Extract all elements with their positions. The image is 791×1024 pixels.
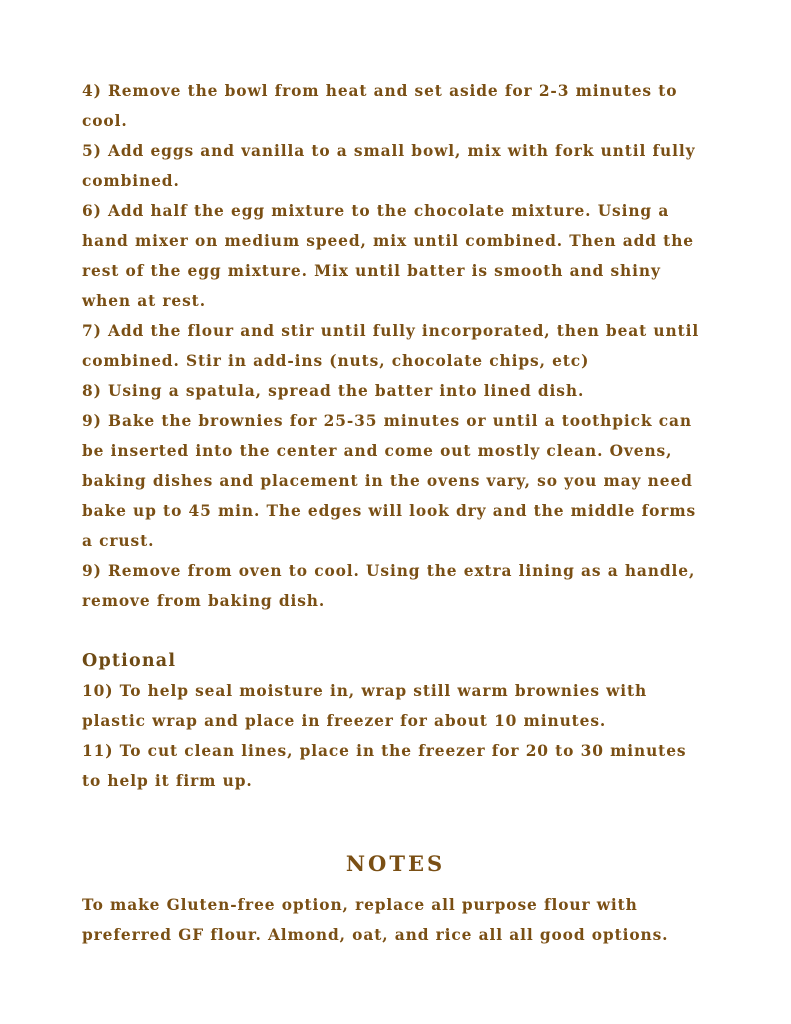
step-8: 8) Using a spatula, spread the batter into lined dish.: [82, 382, 585, 400]
step-4: 4) Remove the bowl from heat and set aside for 2-3 minutes to cool.: [82, 82, 678, 130]
step-9-bake: 9) Bake the brownies for 25-35 minutes or until a toothpick can be inserted into the center and come out mostly clean. Ovens, baking dishes and placement in the ovens vary, so you may need bake up to 45 min. The edges will look dry and the middle forms a crust.: [82, 412, 697, 550]
step-6: 6) Add half the egg mixture to the chocolate mixture. Using a hand mixer on medium speed, mix until combined. Then add the rest of the egg mixture. Mix until batter is smooth and shiny when at rest.: [82, 202, 694, 310]
step-5: 5) Add eggs and vanilla to a small bowl, mix with fork until fully combined.: [82, 142, 696, 190]
step-10: 10) To help seal moisture in, wrap still warm brownies with plastic wrap and place in freezer for about 10 minutes.: [82, 682, 648, 730]
instruction-steps: [82, 76, 709, 616]
notes-heading: NOTES: [345, 851, 446, 876]
step-11: 11) To cut clean lines, place in the freezer for 20 to 30 minutes to help it firm up.: [82, 742, 687, 790]
optional-heading: Optional: [82, 651, 177, 671]
step-9-remove: 9) Remove from oven to cool. Using the extra lining as a handle, remove from baking dish.: [82, 562, 696, 610]
notes-text: To make Gluten-free option, replace all purpose flour with preferred GF flour. Almond, oat, and rice all all good options.: [82, 896, 669, 944]
step-7: 7) Add the flour and stir until fully incorporated, then beat until combined. Stir in add-ins (nuts, chocolate chips, etc): [82, 322, 700, 370]
optional-steps: [82, 676, 709, 796]
